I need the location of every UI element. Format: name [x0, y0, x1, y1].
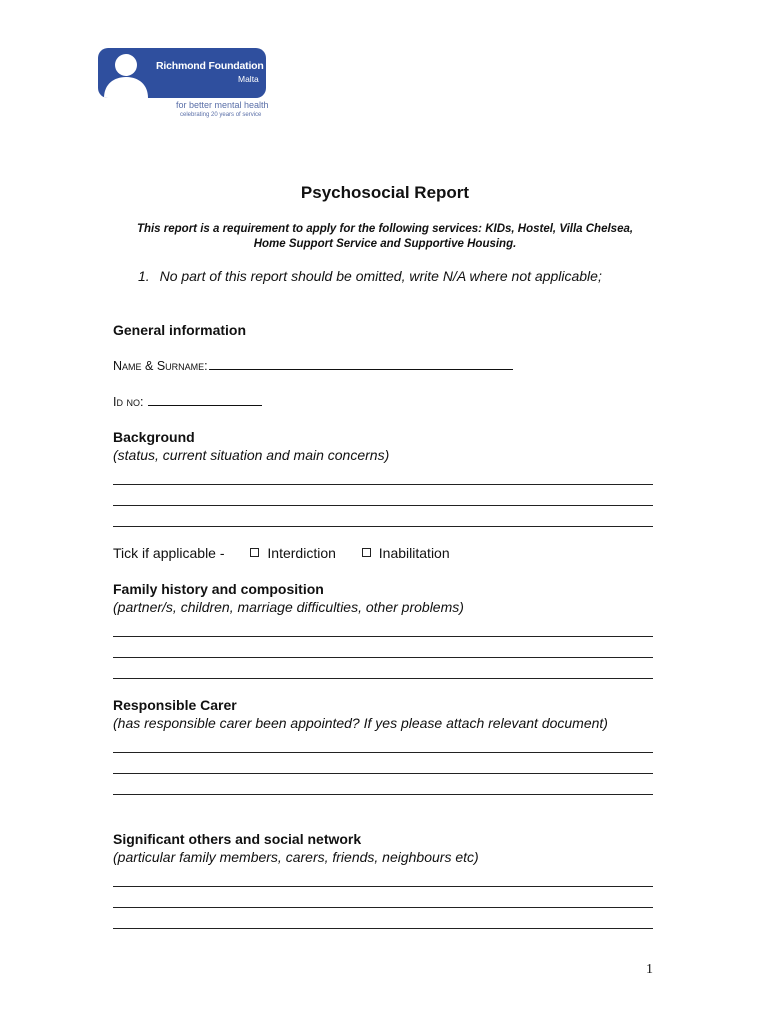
family-history-heading: Family history and composition	[113, 581, 324, 597]
name-surname-field	[113, 359, 513, 373]
logo-tagline: for better mental health	[176, 100, 269, 110]
instruction-number: 1.	[138, 268, 150, 284]
logo-name: Richmond Foundation	[156, 60, 264, 72]
inabilitation-option[interactable]	[362, 545, 450, 561]
background-answer-line-3[interactable]	[113, 526, 653, 527]
interdiction-option[interactable]	[250, 545, 335, 561]
family-answer-line-2[interactable]	[113, 657, 653, 658]
logo-country: Malta	[238, 74, 259, 84]
social-answer-line-1[interactable]	[113, 886, 653, 887]
carer-answer-line-1[interactable]	[113, 752, 653, 753]
inabilitation-checkbox[interactable]	[362, 548, 371, 557]
intro-line-2: Home Support Service and Supportive Housing.	[253, 238, 517, 250]
background-subheading: (status, current situation and main concerns)	[113, 447, 390, 463]
inabilitation-label: Inabilitation	[378, 545, 450, 561]
id-no-input-line[interactable]	[148, 404, 262, 406]
name-surname-input-line[interactable]	[209, 368, 513, 370]
name-surname-label: Name & Surname:	[113, 359, 208, 373]
logo-celebrating: celebrating 20 years of service	[180, 112, 262, 118]
tick-if-applicable-row	[113, 545, 450, 561]
interdiction-checkbox[interactable]	[250, 548, 259, 557]
background-answer-line-1[interactable]	[113, 484, 653, 485]
tick-label: Tick if applicable -	[113, 545, 225, 561]
social-answer-line-2[interactable]	[113, 907, 653, 908]
id-no-label: Id no:	[113, 395, 144, 409]
social-network-subheading: (particular family members, carers, friends, neighbours etc)	[113, 849, 479, 865]
responsible-carer-heading: Responsible Carer	[113, 697, 237, 713]
family-answer-line-3[interactable]	[113, 678, 653, 679]
general-information-heading: General information	[113, 322, 247, 338]
social-answer-line-3[interactable]	[113, 928, 653, 929]
page-title: Psychosocial Report	[300, 183, 470, 202]
id-no-field	[113, 395, 262, 409]
richmond-foundation-logo	[98, 48, 273, 128]
intro-line-1: This report is a requirement to apply for the following services: KIDs, Hostel, Villa Chelsea,	[136, 223, 634, 235]
carer-answer-line-3[interactable]	[113, 794, 653, 795]
carer-answer-line-2[interactable]	[113, 773, 653, 774]
social-network-heading: Significant others and social network	[113, 831, 362, 847]
intro-text	[100, 222, 670, 252]
family-answer-line-1[interactable]	[113, 636, 653, 637]
page-number: 1	[646, 962, 653, 977]
instruction-text: No part of this report should be omitted, write N/A where not applicable;	[159, 268, 602, 284]
interdiction-label: Interdiction	[267, 545, 336, 561]
instruction-item	[138, 268, 602, 284]
background-heading: Background	[113, 429, 195, 445]
background-answer-line-2[interactable]	[113, 505, 653, 506]
responsible-carer-subheading: (has responsible carer been appointed? If yes please attach relevant document)	[113, 715, 608, 731]
person-silhouette-icon	[98, 48, 154, 98]
family-history-subheading: (partner/s, children, marriage difficulties, other problems)	[113, 599, 464, 615]
logo-box	[98, 48, 266, 98]
